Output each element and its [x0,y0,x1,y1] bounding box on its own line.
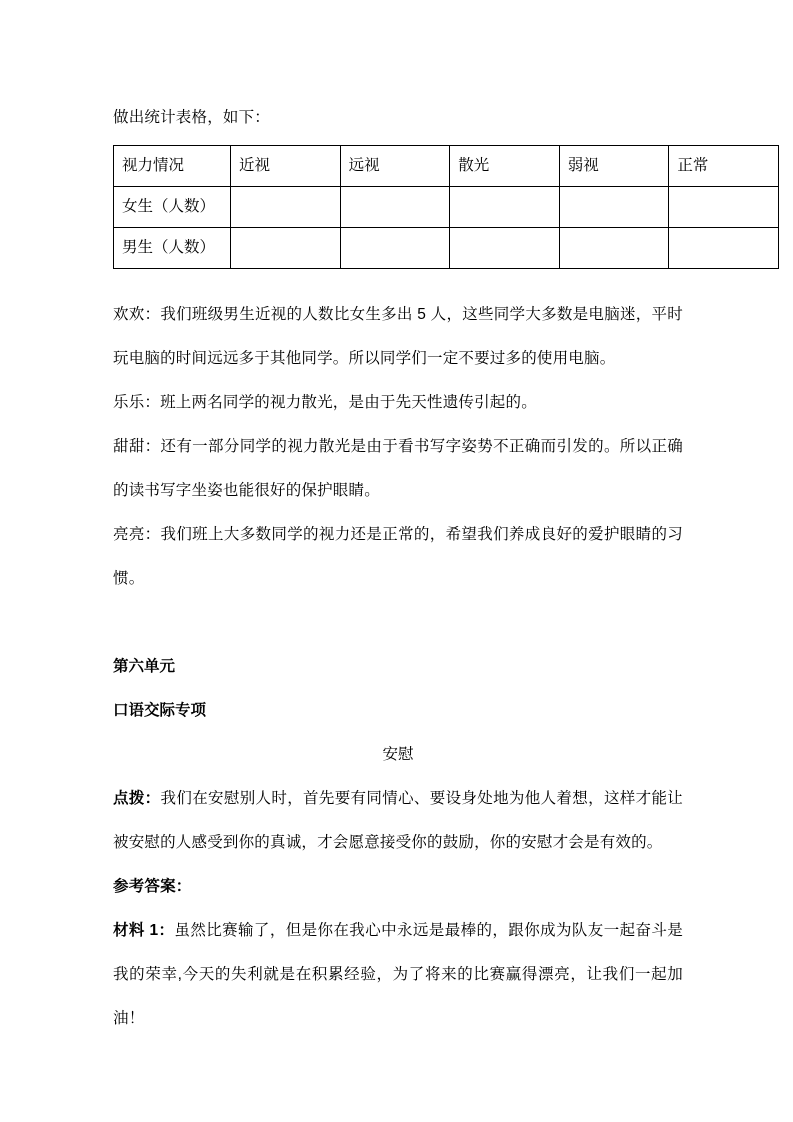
material-text: 虽然比赛输了，但是你在我心中永远是最棒的，跟你成为队友一起奋斗是我的荣幸,今天的失利就是在积累经验，为了将来的比赛赢得漂亮，让我们一起加油！ [113,922,683,1027]
table-cell[interactable] [340,228,450,269]
table-row [114,228,779,269]
tip-text: 我们在安慰别人时，首先要有同情心、要设身处地为他人着想，这样才能让被安慰的人感受到你的真诚，才会愿意接受你的鼓励，你的安慰才会是有效的。 [113,790,683,851]
tip-paragraph [113,777,683,865]
table-header-row [114,146,779,187]
table-header-cell: 弱视 [559,146,669,187]
table-header-cell: 远视 [340,146,450,187]
table-header-cell: 视力情况 [114,146,231,187]
table-cell[interactable] [231,187,341,228]
table-cell[interactable] [231,228,341,269]
dialogue-huanhuan: 欢欢：我们班级男生近视的人数比女生多出 5 人，这些同学大多数是电脑迷，平时玩电脑的时间远远多于其他同学。所以同学们一定不要过多的使用电脑。 [113,306,683,367]
table-row-label: 女生（人数） [114,187,231,228]
section-heading: 口语交际专项 [113,702,207,719]
table-cell[interactable] [340,187,450,228]
tip-label: 点拨： [113,790,161,807]
table-cell[interactable] [669,228,779,269]
table-cell[interactable] [559,228,669,269]
table-cell[interactable] [559,187,669,228]
table-cell[interactable] [669,187,779,228]
document-content [113,96,709,1041]
table-cell[interactable] [450,187,560,228]
material-label: 材料 1： [113,922,175,939]
answer-label: 参考答案： [113,878,192,895]
table-header-cell: 散光 [450,146,560,187]
dialogue-tiantian: 甜甜：还有一部分同学的视力散光是由于看书写字姿势不正确而引发的。所以正确的读书写字坐姿也能很好的保护眼睛。 [113,438,683,499]
answer-material-paragraph [113,909,683,1041]
table-header-cell: 近视 [231,146,341,187]
dialogue-liangliang: 亮亮：我们班上大多数同学的视力还是正常的，希望我们养成良好的爱护眼睛的习惯。 [113,526,683,587]
table-cell[interactable] [450,228,560,269]
table-row [114,187,779,228]
lead-paragraph: 做出统计表格，如下： [113,109,271,126]
table-row-label: 男生（人数） [114,228,231,269]
statistics-table [113,145,779,269]
section-spacer [113,601,683,645]
statistics-table-wrapper [113,145,709,269]
dialogue-lele: 乐乐：班上两名同学的视力散光，是由于先天性遗传引起的。 [113,394,537,411]
topic-title: 安慰 [382,746,414,763]
table-header-cell: 正常 [669,146,779,187]
unit-heading: 第六单元 [113,658,176,675]
